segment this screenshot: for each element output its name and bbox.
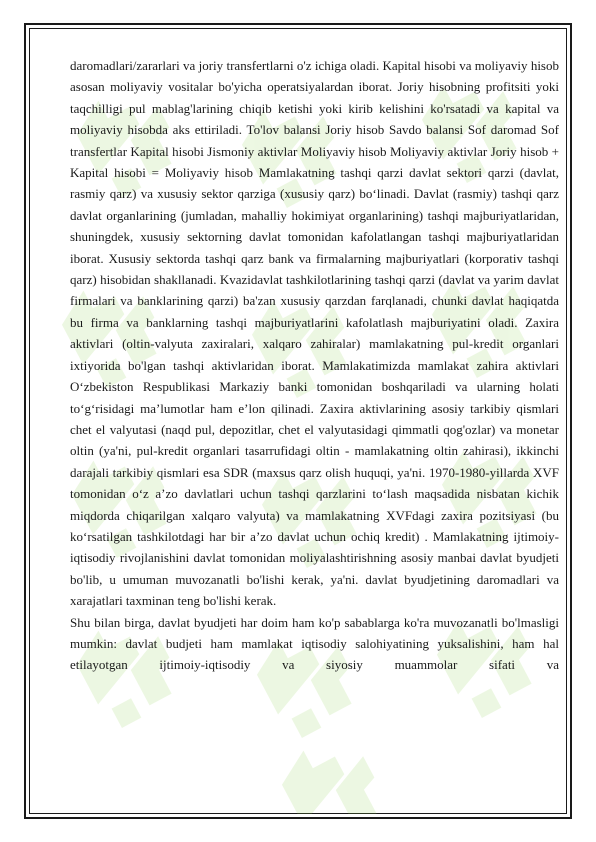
watermark-glyph <box>273 727 394 814</box>
document-body <box>70 55 559 676</box>
paragraph-2: Shu bilan birga, davlat byudjeti har doim ham ko'p sabablarga ko'ra muvozanatli bo'lmasligi mumkin: davlat budjeti ham mamlakat iqtisodiy salohiyatining yuksalishini, ham hal etilayotgan ijtimoiy-iqtisodiy va siyosiy muammolar sifati va <box>70 614 559 673</box>
paragraph-1: daromadlari/zararlari va joriy transfertlarni o'z ichiga oladi. Kapital hisobi va moliyaviy hisob asosan moliyaviy vositalar bo'yicha operatsiyalardan iborat. Joriy hisobning profitsiti yoki taqchilligi pul mablag'larining chiqib ketishi yoki kirib kelishini ko'rsatadi va kapital va moliyaviy hisobda aks ettiriladi. To'lov balansi Joriy hisob Savdo balansi Sof daromad Sof transfertlar Kapital hisobi Jismoniy aktivlar Moliyaviy hisob Moliyaviy aktivlar Joriy hisob + Kapital hisobi = Moliyaviy hisob Mamlakatning tashqi qarzi davlat sektori qarzi (davlat, rasmiy qarz) va xususiy sektor qarziga (xususiy qarz) bo‘linadi. Davlat (rasmiy) tashqi qarz davlat organlarining (jumladan, mahalliy hokimiyat organlarining) tashqi majburiyatlaridan, shuningdek, xususiy sektorning davlat tomonidan kafolatlangan tashqi majburiyatlaridan iborat. Xususiy sektorda tashqi qarz bank va firmalarning majburiyatlari (korporativ tashqi qarz) hisobidan shakllanadi. Kvazidavlat tashkilotlarining tashqi qarzi (davlat va yarim davlat firmalari va banklarining qarzi) ba'zan xususiy qarzdan farqlanadi, chunki davlat haqiqatda bu firma va banklarning tashqi majburiyatlarini kafolatlash majburiyatini oladi. Zaxira aktivlari (oltin-valyuta zaxiralari, xalqaro zahiralar) mamlakatning pul-kredit organlari ixtiyorida bo'lgan tashqi aktivlaridan iborat. Mamlakatimizda mamlakat zahira aktivlari O‘zbekiston Respublikasi Markaziy banki tomonidan boshqariladi va ularning holati to‘g‘risidagi ma’lumotlar ham e’lon qilinadi. Zaxira aktivlarining asosiy tarkibiy qismlari chet el valyutasi (naqd pul, depozitlar, chet el valyutasidagi qimmatli qog'ozlar) va monetar oltin (ya'ni, pul-kredit organlari tasarrufidagi oltin - mamlakatning oltin zahirasi), ikkinchi darajali tarkibiy qismlari esa SDR (maxsus qarz olish huquqi, ya'ni. 1970-1980-yillarda XVF tomonidan o‘z a’zo davlatlari uchun tashqi qarzlarini to‘lash maqsadida nisbatan kichik miqdorda chiqarilgan xalqaro valyuta) va mamlakatning XVFdagi zaxira pozitsiyasi (bu ko‘rsatilgan tashkilotdagi har bir a’zo davlat uchun ochiq kredit) . Mamlakatning ijtimoiy-iqtisodiy rivojlanishini davlat tomonidan moliyalashtirishning asosiy manbai davlat byudjeti bo'lib, u umuman muvozanatli bo'lishi kerak, ya'ni. davlat byudjetining daromadlari va xarajatlari taxminan teng bo'lishi kerak. <box>70 58 559 609</box>
